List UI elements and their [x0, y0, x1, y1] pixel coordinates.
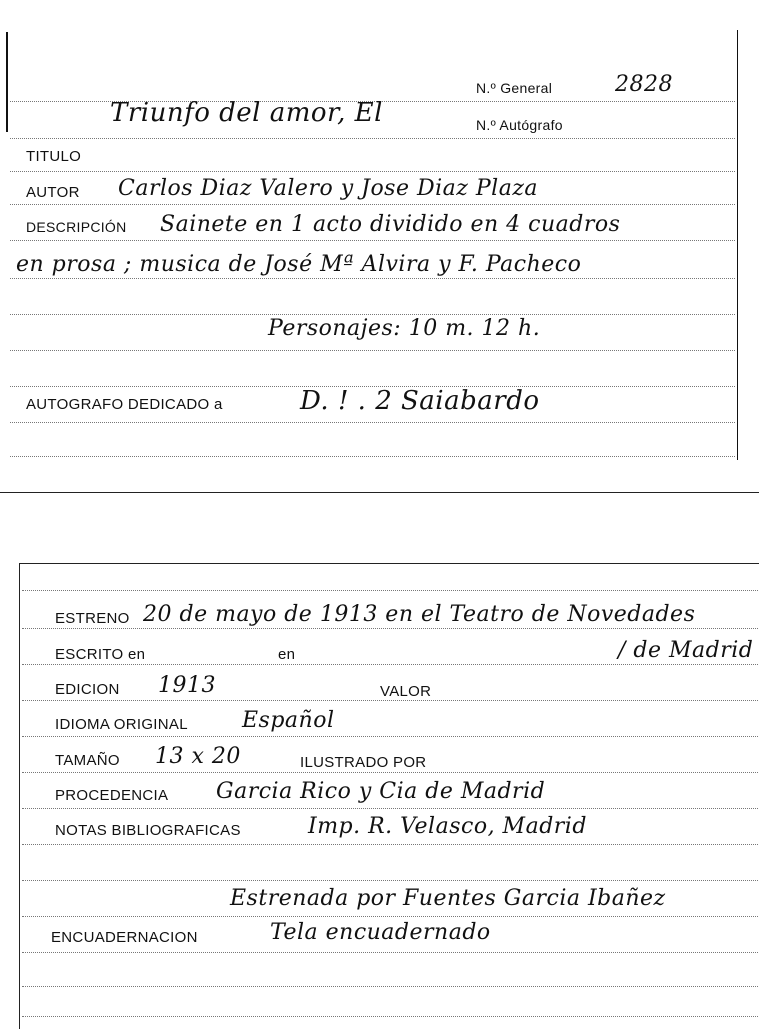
- ruled-line: [10, 204, 735, 205]
- titulo-label: TITULO: [26, 148, 82, 165]
- ruled-line: [10, 171, 735, 172]
- ruled-line: [22, 986, 759, 987]
- tamano-value: 13 x 20: [155, 744, 241, 769]
- ruled-line: [22, 772, 759, 773]
- autografo-dedicado-label: AUTOGRAFO DEDICADO a: [26, 396, 223, 413]
- ruled-line: [22, 916, 759, 917]
- autor-label: AUTOR: [26, 184, 80, 201]
- ruled-line: [22, 880, 759, 881]
- ruled-line: [10, 456, 735, 457]
- ruled-line: [22, 952, 759, 953]
- idioma-original-value: Español: [242, 708, 335, 733]
- ruled-line: [10, 422, 735, 423]
- escrito-en-second-label: en: [278, 646, 296, 663]
- ruled-line: [22, 590, 759, 591]
- card-right-border: [737, 30, 738, 460]
- ruled-line: [10, 138, 735, 139]
- estreno-value: 20 de mayo de 1913 en el Teatro de Novedades: [143, 602, 696, 627]
- edicion-value: 1913: [158, 673, 216, 698]
- ilustrado-por-label: ILUSTRADO POR: [300, 754, 427, 771]
- n-autografo-label: N.º Autógrafo: [476, 117, 563, 133]
- ruled-line: [10, 314, 735, 315]
- titulo-value: Triunfo del amor, El: [110, 98, 383, 128]
- notas-bibliograficas-value-line2: Estrenada por Fuentes Garcia Ibañez: [230, 886, 666, 911]
- catalog-card-top: [0, 30, 759, 493]
- encuadernacion-label: ENCUADERNACION: [51, 929, 198, 946]
- edicion-label: EDICION: [55, 681, 120, 698]
- notas-bibliograficas-label: NOTAS BIBLIOGRAFICAS: [55, 822, 241, 839]
- ruled-line: [22, 700, 759, 701]
- ruled-line: [10, 240, 735, 241]
- tamano-label: TAMAÑO: [55, 752, 120, 769]
- ruled-line: [22, 628, 759, 629]
- catalog-card-bottom: [19, 563, 759, 1029]
- ruled-line: [22, 1016, 759, 1017]
- notas-bibliograficas-value: Imp. R. Velasco, Madrid: [308, 814, 587, 839]
- procedencia-value: Garcia Rico y Cia de Madrid: [216, 779, 546, 804]
- autografo-dedicado-value: D. ! . 2 Saiabardo: [300, 386, 540, 416]
- escrito-madrid-value: / de Madrid: [618, 638, 754, 663]
- personajes-value: Personajes: 10 m. 12 h.: [268, 316, 541, 341]
- card-edge-mark: [6, 32, 8, 132]
- ruled-line: [22, 844, 759, 845]
- ruled-line: [10, 278, 735, 279]
- procedencia-label: PROCEDENCIA: [55, 787, 169, 804]
- ruled-line: [22, 808, 759, 809]
- valor-label: VALOR: [380, 683, 432, 700]
- autor-value: Carlos Diaz Valero y Jose Diaz Plaza: [118, 176, 539, 201]
- estreno-label: ESTRENO: [55, 610, 130, 627]
- ruled-line: [22, 736, 759, 737]
- descripcion-value-line1: Sainete en 1 acto dividido en 4 cuadros: [160, 212, 621, 237]
- descripcion-value-line2: en prosa ; musica de José Mª Alvira y F. Pacheco: [16, 252, 582, 277]
- encuadernacion-value: Tela encuadernado: [270, 920, 491, 945]
- escrito-en-label: ESCRITO en: [55, 646, 146, 663]
- ruled-line: [22, 664, 759, 665]
- ruled-line: [10, 350, 735, 351]
- n-general-label: N.º General: [476, 80, 553, 96]
- idioma-original-label: IDIOMA ORIGINAL: [55, 716, 188, 733]
- descripcion-label: DESCRIPCIÓN: [26, 219, 127, 235]
- n-general-value: 2828: [615, 72, 673, 97]
